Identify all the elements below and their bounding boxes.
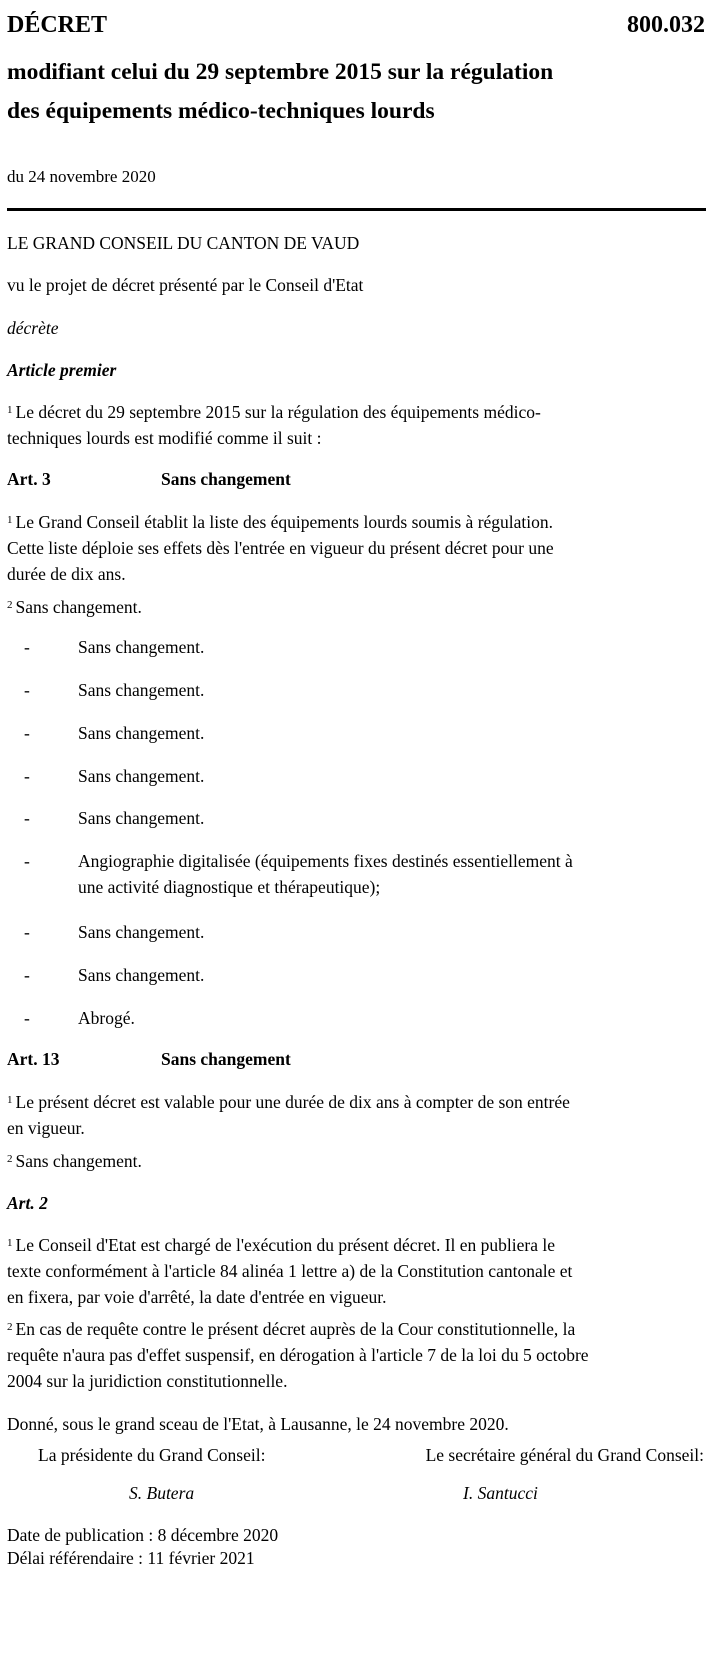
list-dash: - bbox=[24, 766, 30, 786]
para-number: 1 bbox=[7, 1094, 13, 1106]
header-divider bbox=[7, 208, 706, 211]
para-number: 2 bbox=[7, 599, 13, 611]
list-item: Sans changement. bbox=[78, 965, 205, 985]
list-item-continuation: une activité diagnostique et thérapeutique); bbox=[78, 877, 381, 897]
list-dash: - bbox=[24, 680, 30, 700]
left-signatory-role: La présidente du Grand Conseil: bbox=[38, 1445, 266, 1465]
art3-para1-line2: Cette liste déploie ses effets dès l'entrée en vigueur du présent décret pour une bbox=[7, 538, 554, 558]
decree-date: du 24 novembre 2020 bbox=[7, 167, 156, 186]
para-number: 2 bbox=[7, 1321, 13, 1333]
para-text: Le décret du 29 septembre 2015 sur la régulation des équipements médico- bbox=[15, 402, 541, 422]
art2-heading: Art. 2 bbox=[7, 1193, 48, 1213]
art2-para2-line1 bbox=[7, 1320, 706, 1339]
decree-title-line1: modifiant celui du 29 septembre 2015 sur la régulation bbox=[7, 59, 554, 85]
list-dash: - bbox=[24, 851, 30, 871]
list-dash: - bbox=[24, 965, 30, 985]
decree-type: DÉCRET bbox=[7, 12, 108, 38]
list-item: Sans changement. bbox=[78, 723, 205, 743]
art3-para2 bbox=[7, 598, 142, 617]
decree-number: 800.032 bbox=[627, 12, 705, 38]
para-number: 1 bbox=[7, 404, 13, 416]
art2-para2-line3: 2004 sur la juridiction constitutionnelle. bbox=[7, 1371, 288, 1391]
para-number: 2 bbox=[7, 1153, 13, 1165]
art2-para2-line2: requête n'aura pas d'effet suspensif, en dérogation à l'article 7 de la loi du 5 octobre bbox=[7, 1345, 589, 1365]
para-text: Le Conseil d'Etat est chargé de l'exécution du présent décret. Il en publiera le bbox=[15, 1235, 556, 1255]
list-item: Sans changement. bbox=[78, 922, 205, 942]
right-signatory-role: Le secrétaire général du Grand Conseil: bbox=[425, 1445, 704, 1465]
decrees: décrète bbox=[7, 318, 59, 338]
article-premier-para1-line2: techniques lourds est modifié comme il suit : bbox=[7, 428, 322, 448]
given-statement: Donné, sous le grand sceau de l'Etat, à Lausanne, le 24 novembre 2020. bbox=[7, 1414, 509, 1434]
right-signatory-name: I. Santucci bbox=[463, 1483, 538, 1503]
authority: LE GRAND CONSEIL DU CANTON DE VAUD bbox=[7, 233, 360, 253]
article-premier-para1 bbox=[7, 403, 706, 422]
list-item: Sans changement. bbox=[78, 637, 205, 657]
list-dash: - bbox=[24, 808, 30, 828]
art13-para1-line2: en vigueur. bbox=[7, 1118, 85, 1138]
para-text: Le présent décret est valable pour une durée de dix ans à compter de son entrée bbox=[15, 1092, 570, 1112]
art3-title: Sans changement bbox=[161, 469, 291, 489]
art2-para1-line2: texte conformément à l'article 84 alinéa 1 lettre a) de la Constitution cantonale et bbox=[7, 1261, 573, 1281]
art3-para1-line3: durée de dix ans. bbox=[7, 564, 126, 584]
art2-para1-line3: en fixera, par voie d'arrêté, la date d'entrée en vigueur. bbox=[7, 1287, 387, 1307]
decree-title-line2: des équipements médico-techniques lourds bbox=[7, 98, 435, 124]
para-text: Sans changement. bbox=[15, 597, 142, 617]
list-dash: - bbox=[24, 922, 30, 942]
para-text: En cas de requête contre le présent décret auprès de la Cour constitutionnelle, la bbox=[15, 1319, 576, 1339]
art13-number: Art. 13 bbox=[7, 1049, 60, 1069]
publication-date: Date de publication : 8 décembre 2020 bbox=[7, 1525, 279, 1545]
art13-heading bbox=[7, 1050, 407, 1069]
list-dash: - bbox=[24, 723, 30, 743]
list-item: Abrogé. bbox=[78, 1008, 135, 1028]
art3-heading bbox=[7, 470, 407, 489]
para-text: Sans changement. bbox=[15, 1151, 142, 1171]
para-number: 1 bbox=[7, 514, 13, 526]
art2-para1-line1 bbox=[7, 1236, 706, 1255]
referendum-deadline: Délai référendaire : 11 février 2021 bbox=[7, 1548, 255, 1568]
considering: vu le projet de décret présenté par le Conseil d'Etat bbox=[7, 275, 364, 295]
art13-para1-line1 bbox=[7, 1093, 706, 1112]
para-number: 1 bbox=[7, 1237, 13, 1249]
art3-para1-line1 bbox=[7, 513, 706, 532]
list-item: Sans changement. bbox=[78, 808, 205, 828]
left-signatory-name: S. Butera bbox=[129, 1483, 195, 1503]
article-premier-heading: Article premier bbox=[7, 360, 117, 380]
art13-title: Sans changement bbox=[161, 1049, 291, 1069]
para-text: Le Grand Conseil établit la liste des équipements lourds soumis à régulation. bbox=[15, 512, 554, 532]
art3-number: Art. 3 bbox=[7, 469, 51, 489]
list-item: Sans changement. bbox=[78, 766, 205, 786]
list-dash: - bbox=[24, 1008, 30, 1028]
art13-para2 bbox=[7, 1152, 142, 1171]
list-dash: - bbox=[24, 637, 30, 657]
list-item: Angiographie digitalisée (équipements fixes destinés essentiellement à bbox=[78, 851, 573, 871]
list-item: Sans changement. bbox=[78, 680, 205, 700]
